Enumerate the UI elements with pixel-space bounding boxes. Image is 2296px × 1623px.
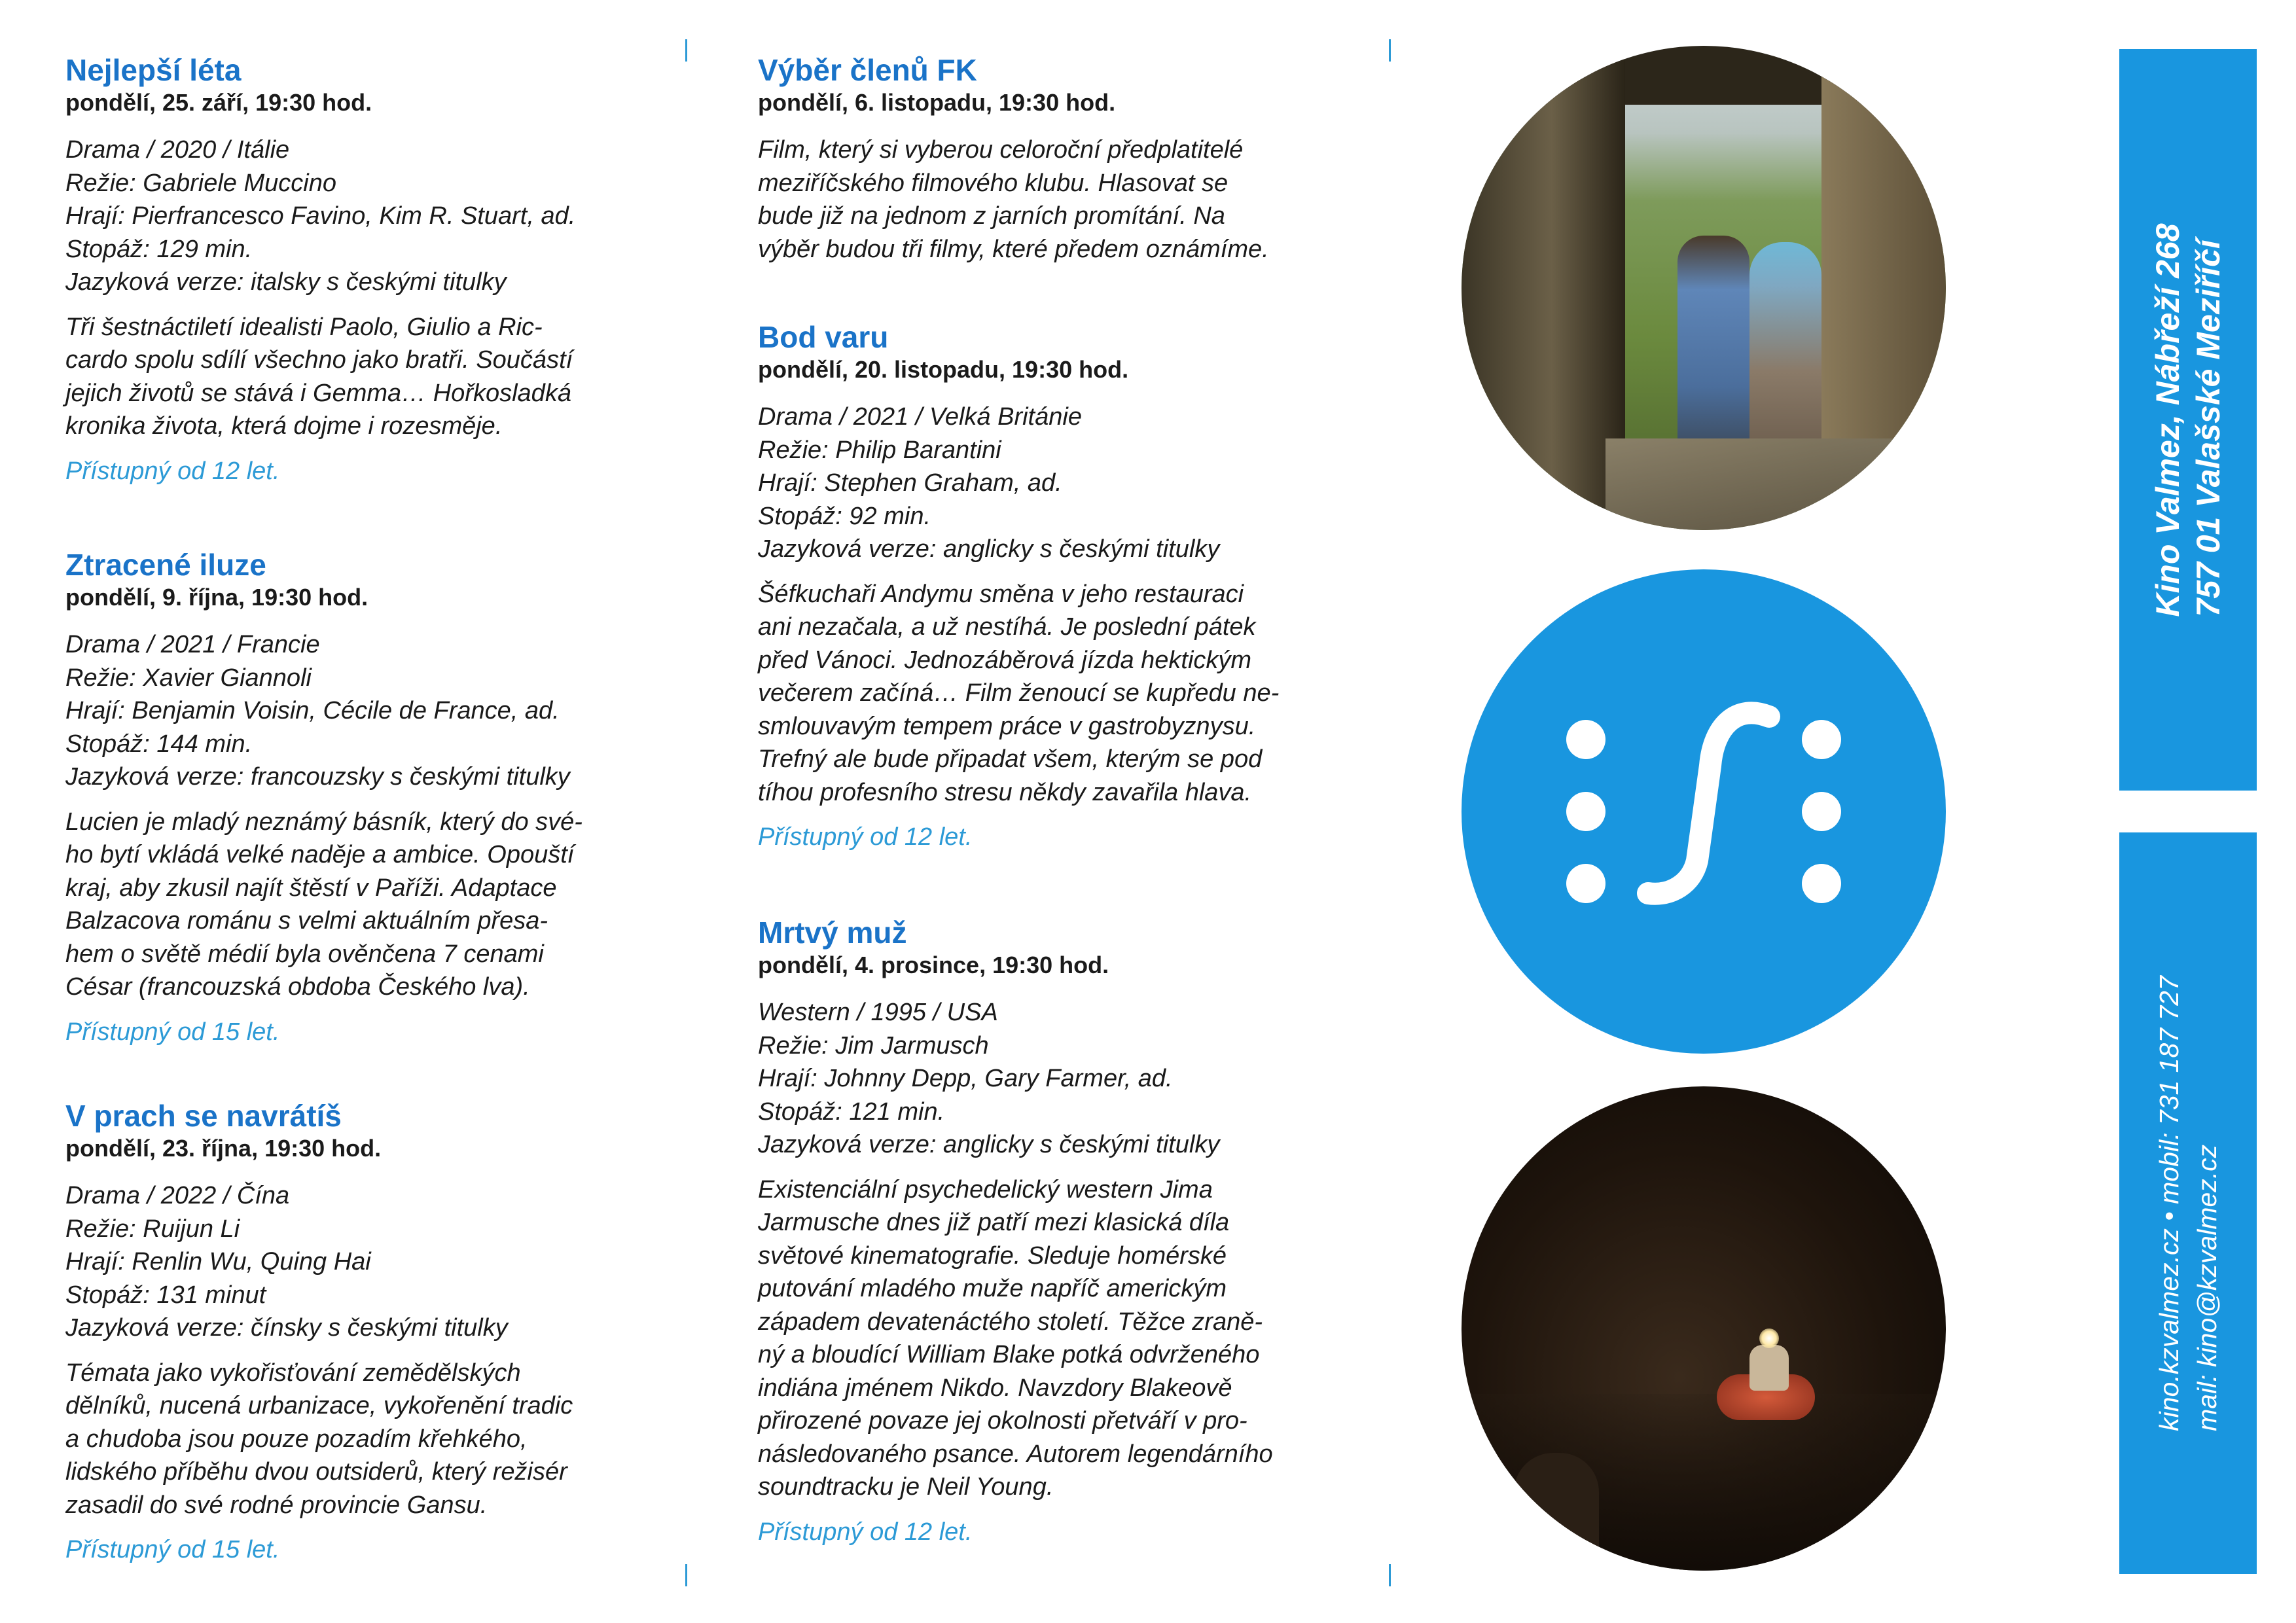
- description-line: jejich životů se stává i Gemma… Hořkosladká: [65, 379, 571, 407]
- film-genre: Drama / 2022 / Čína: [65, 1182, 290, 1209]
- description-line: kronika života, která dojme i rozesměje.: [65, 412, 503, 440]
- description-line: Tři šestnáctiletí idealisti Paolo, Giulio a Ric-: [65, 313, 543, 341]
- description-line: Existenciální psychedelický western Jima: [758, 1175, 1213, 1204]
- description-line: soundtracku je Neil Young.: [758, 1473, 1054, 1501]
- film-date: pondělí, 4. prosince, 19:30 hod.: [758, 952, 1109, 978]
- description-line: světové kinematografie. Sleduje homérské: [758, 1241, 1227, 1270]
- film-director: Režie: Xavier Giannoli: [65, 664, 312, 692]
- film-runtime: Stopáž: 131 minut: [65, 1281, 266, 1309]
- film-genre: Drama / 2021 / Velká Británie: [758, 403, 1082, 431]
- description-line: hem o světě médií byla ověnčena 7 cenami: [65, 940, 544, 968]
- film-description: [758, 578, 1373, 810]
- contact-email[interactable]: mail: kino@kzvalmez.cz: [2192, 1144, 2222, 1431]
- person-figure: [1514, 1453, 1599, 1571]
- address-band: [2119, 49, 2257, 791]
- film-cast: Hrají: Pierfrancesco Favino, Kim R. Stuart, ad.: [65, 202, 576, 230]
- address-block: [2147, 223, 2229, 616]
- fold-mark: [1389, 39, 1391, 62]
- film-runtime: Stopáž: 92 min.: [758, 502, 931, 530]
- description-line: ani nezačala, a už nestíhá. Je poslední pátek: [758, 613, 1256, 641]
- address-line: 757 01 Valašské Meziříčí: [2190, 239, 2227, 617]
- film-entry: [65, 547, 655, 1048]
- contact-band: [2119, 832, 2257, 1574]
- description-line: výběr budou tři filmy, které předem oznámíme.: [758, 235, 1269, 263]
- film-date: pondělí, 23. října, 19:30 hod.: [65, 1135, 382, 1162]
- film-director: Režie: Philip Barantini: [758, 436, 1001, 464]
- film-language: Jazyková verze: anglicky s českými titulky: [758, 535, 1220, 563]
- film-cast: Hrají: Stephen Graham, ad.: [758, 469, 1062, 497]
- description-line: před Vánoci. Jednozáběrová jízda hektickým: [758, 646, 1252, 674]
- fold-mark: [685, 39, 687, 62]
- film-club-logo: [1462, 569, 1946, 1054]
- film-entry: [758, 52, 1373, 266]
- film-title: Bod varu: [758, 320, 889, 354]
- film-entry: [65, 1098, 655, 1566]
- film-description: [758, 1173, 1373, 1504]
- description-line: večerem začíná… Film ženoucí se kupředu ne-: [758, 679, 1280, 707]
- person-figure: [1677, 236, 1749, 452]
- description-line: cardo spolu sdílí všechno jako bratři. Součástí: [65, 346, 573, 374]
- age-rating: Přístupný od 12 let.: [758, 1518, 973, 1546]
- description-line: smlouvavým tempem práce v gastrobyznysu.: [758, 712, 1256, 740]
- description-line: ný a bloudící William Blake potká odvrženého: [758, 1341, 1260, 1368]
- film-genre: Drama / 2020 / Itálie: [65, 136, 290, 164]
- film-title: Nejlepší léta: [65, 53, 242, 87]
- description-line: přirozené povaze jej okolnosti přetváří v pro-: [758, 1407, 1247, 1435]
- film-runtime: Stopáž: 129 min.: [65, 235, 253, 263]
- film-description: [65, 806, 655, 1004]
- film-language: Jazyková verze: francouzsky s českými titulky: [65, 763, 570, 791]
- fold-mark: [685, 1564, 687, 1586]
- film-title: V prach se navrátíš: [65, 1099, 342, 1133]
- description-line: Lucien je mladý neznámý básník, který do své-: [65, 808, 583, 836]
- description-line: César (francouzská obdoba Českého lva).: [65, 973, 530, 1001]
- film-reel-icon: [1462, 569, 1946, 1054]
- description-line: bude již na jednom z jarních promítání. Na: [758, 202, 1225, 230]
- description-line: Témata jako vykořisťování zemědělských: [65, 1359, 521, 1387]
- film-date: pondělí, 9. října, 19:30 hod.: [65, 584, 368, 611]
- film-description: [65, 1357, 655, 1522]
- film-director: Režie: Ruijun Li: [65, 1215, 240, 1243]
- film-cast: Hrají: Johnny Depp, Gary Farmer, ad.: [758, 1065, 1173, 1092]
- age-rating: Přístupný od 15 let.: [65, 1536, 280, 1563]
- film-meta: [758, 996, 1373, 1162]
- film-meta: [758, 401, 1373, 566]
- film-meta: [65, 628, 655, 794]
- age-rating: Přístupný od 12 let.: [758, 823, 973, 851]
- film-entry: [65, 52, 655, 488]
- address-line: Kino Valmez, Nábřeží 268: [2149, 223, 2186, 617]
- description-line: Balzacova románu s velmi aktuálním přesa-: [65, 907, 548, 935]
- description-line: tíhou profesního stresu někdy zavařila hlava.: [758, 778, 1252, 806]
- film-date: pondělí, 25. září, 19:30 hod.: [65, 89, 372, 116]
- description-line: indiána jménem Nikdo. Navzdory Blakeově: [758, 1374, 1232, 1402]
- film-meta: [65, 1179, 655, 1345]
- film-date: pondělí, 6. listopadu, 19:30 hod.: [758, 89, 1116, 116]
- description-line: Film, který si vyberou celoroční předplatitelé: [758, 136, 1244, 164]
- film-date: pondělí, 20. listopadu, 19:30 hod.: [758, 356, 1129, 383]
- film-cast: Hrají: Benjamin Voisin, Cécile de France, ad.: [65, 697, 560, 724]
- film-title: Mrtvý muž: [758, 916, 907, 950]
- description-line: Šéfkuchaři Andymu směna v jeho restauraci: [758, 580, 1244, 608]
- film-cast: Hrají: Renlin Wu, Quing Hai: [65, 1248, 371, 1275]
- film-runtime: Stopáž: 121 min.: [758, 1097, 945, 1126]
- film-entry: [758, 319, 1373, 853]
- film-meta: [65, 134, 655, 299]
- description-line: ho bytí vkládá velké naděje a ambice. Opouští: [65, 841, 575, 868]
- contact-block: [2150, 976, 2226, 1431]
- contact-web-phone[interactable]: kino.kzvalmez.cz • mobil: 731 187 727: [2154, 975, 2184, 1431]
- film-title: Výběr členů FK: [758, 53, 977, 87]
- person-figure: [1749, 242, 1821, 458]
- description-line: lidského příběhu dvou outsiderů, který režisér: [65, 1458, 567, 1486]
- film-entry: [758, 915, 1373, 1548]
- description-line: meziříčského filmového klubu. Hlasovat se: [758, 169, 1229, 197]
- description-line: Trefný ale bude připadat všem, kterým se pod: [758, 745, 1263, 773]
- film-runtime: Stopáž: 144 min.: [65, 730, 253, 758]
- film-language: Jazyková verze: anglicky s českými titulky: [758, 1131, 1220, 1158]
- film-still-field: [1462, 46, 1946, 530]
- film-genre: Western / 1995 / USA: [758, 999, 998, 1026]
- fold-mark: [1389, 1564, 1391, 1586]
- film-language: Jazyková verze: čínsky s českými titulky: [65, 1314, 508, 1342]
- film-director: Režie: Jim Jarmusch: [758, 1031, 989, 1060]
- age-rating: Přístupný od 15 let.: [65, 1018, 280, 1046]
- film-language: Jazyková verze: italsky s českými titulky: [65, 268, 507, 296]
- description-line: putování mladého muže napříč americkým: [758, 1275, 1227, 1302]
- film-director: Režie: Gabriele Muccino: [65, 169, 336, 197]
- description-line: následovaného psance. Autorem legendárního: [758, 1440, 1273, 1468]
- film-still-cave-boat: [1462, 1086, 1946, 1571]
- description-line: Jarmusche dnes již patří mezi klasická díla: [758, 1209, 1230, 1236]
- film-genre: Drama / 2021 / Francie: [65, 631, 320, 658]
- film-title: Ztracené iluze: [65, 548, 266, 582]
- description-line: zasadil do své rodné provincie Gansu.: [65, 1491, 488, 1519]
- age-rating: Přístupný od 12 let.: [65, 457, 280, 485]
- description-line: dělníků, nucená urbanizace, vykořenění tradic: [65, 1392, 573, 1419]
- description-line: a chudoba jsou pouze pozadím křehkého,: [65, 1425, 528, 1453]
- description-line: kraj, aby zkusil najít štěstí v Paříži. Adaptace: [65, 874, 557, 902]
- film-description: [758, 134, 1373, 266]
- description-line: západem devatenáctého století. Těžce zraně-: [758, 1308, 1263, 1336]
- film-description: [65, 311, 655, 443]
